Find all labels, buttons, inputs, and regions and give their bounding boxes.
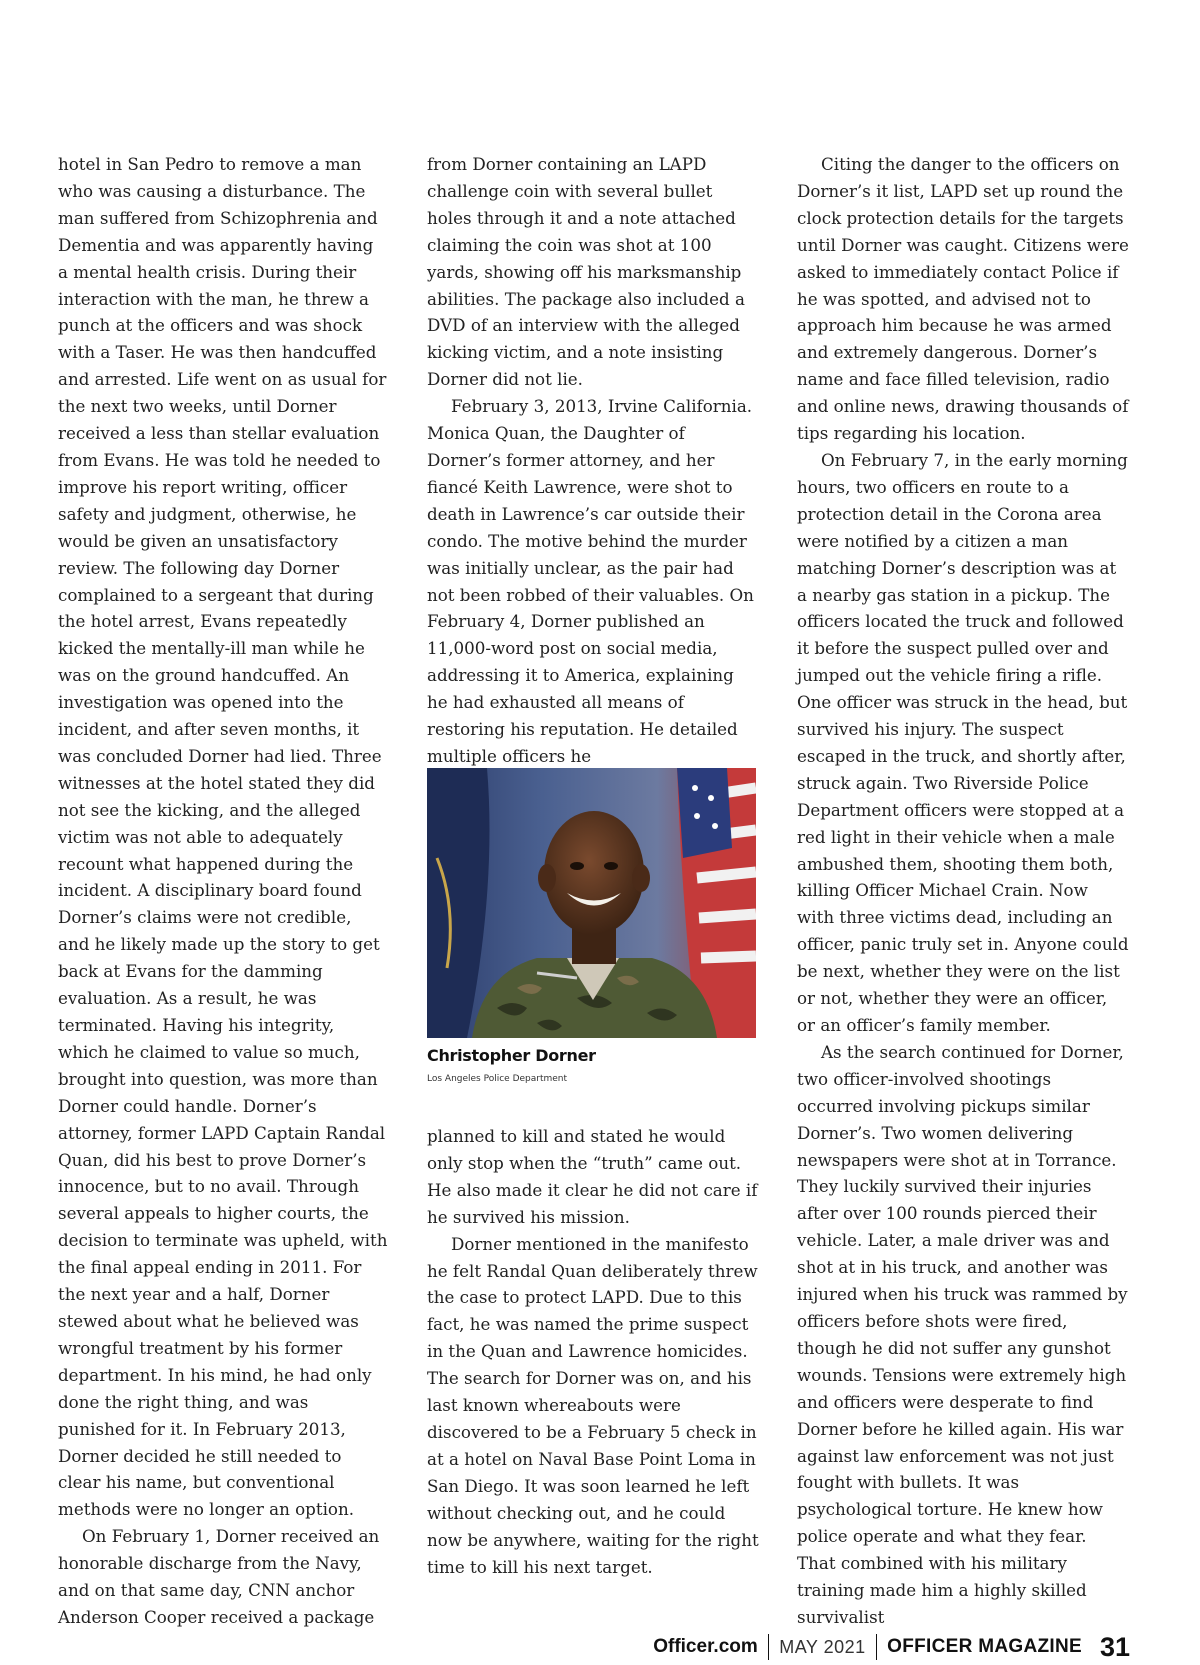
paragraph: planned to kill and stated he would only stop when the “truth” came out. He also made it clear he did not care if he survived his mission. <box>427 1126 758 1227</box>
paragraph: Citing the danger to the officers on Dorner’s it list, LAPD set up round the clock protection details for the targets until Dorner was caught. Citizens were asked to immediately contact Police if he was spotted, and advised not to approach him because he was armed and extremely dangerous. Dorner’s name and face filled television, radio and online news, drawing thousands of tips regarding his location. <box>797 154 1129 444</box>
article-column-1 <box>58 151 388 1631</box>
footer-site: Officer.com <box>653 1636 758 1657</box>
paragraph: As the search continued for Dorner, two officer-involved shootings occurred involving pickups similar Dorner’s. Two women delivering newspapers were shot at in Torrance. They luckily survived their injuries after over 100 rounds pierced their vehicle. Later, a male driver was and shot at in his truck, and another was injured when his truck was rammed by officers before shots were fired, though he did not suffer any gunshot wounds. Tensions were extremely high and officers were desperate to find Dorner before he killed again. His war against law enforcement was not just fought with bullets. It was psychological torture. He knew how police operate and what they fear. That combined with his military training made him a highly skilled survivalist <box>797 1041 1128 1627</box>
paragraph: February 3, 2013, Irvine California. Monica Quan, the Daughter of Dorner’s former attorney, and her fiancé Keith Lawrence, were shot to death in Lawrence’s car outside their condo. The motive behind the murder was initially unclear, as the pair had not been robbed of their valuables. On February 4, Dorner published an 11,000-word post on social media, addressing it to America, explaining he had exhausted all means of restoring his reputation. He detailed multiple officers he <box>427 396 754 766</box>
paragraph: hotel in San Pedro to remove a man who was causing a disturbance. The man suffered from Schizophrenia and Dementia and was apparently having a mental health crisis. During their interaction with the man, he threw a punch at the officers and was shock with a Taser. He was then handcuffed and arrested. Life went on as usual for the next two weeks, until Dorner received a less than stellar evaluation from Evans. He was told he needed to improve his report writing, officer safety and judgment, otherwise, he would be given an unsatisfactory review. The following day Dorner complained to a sergeant that during the hotel arrest, Evans repeatedly kicked the mentally-ill man while he was on the ground handcuffed. An investigation was opened into the incident, and after seven months, it was concluded Dorner had lied. Three witnesses at the hotel stated they did not see the kicking, and the alleged victim was not able to adequately recount what happened during the incident. A disciplinary board found Dorner’s claims were not credible, and he likely made up the story to get back at Evans for the damming evaluation. As a result, he was terminated. Having his integrity, which he claimed to value so much, brought into question, was more than Dorner could handle. Dorner’s attorney, former LAPD Captain Randal Quan, did his best to prove Dorner’s innocence, but to no avail. Through several appeals to higher courts, the decision to terminate was upheld, with the final appeal ending in 2011. For the next year and a half, Dorner stewed about what he believed was wrongful treatment by his former department. In his mind, he had only done the right thing, and was punished for it. In February 2013, Dorner decided he still needed to clear his name, but conventional methods were no longer an option. <box>58 154 388 1520</box>
paragraph: from Dorner containing an LAPD challenge coin with several bullet holes through it and a note attached claiming the coin was shot at 100 yards, showing off his marksmanship abilities. The package also included a DVD of an interview with the alleged kicking victim, and a note insisting Dorner did not lie. <box>427 154 745 390</box>
photo-caption: Christopher Dorner <box>427 1046 596 1065</box>
article-column-2-bottom <box>427 1123 759 1580</box>
divider <box>768 1634 770 1660</box>
portrait-illustration <box>427 768 756 1038</box>
divider <box>876 1634 878 1660</box>
page-number: 31 <box>1099 1631 1130 1662</box>
paragraph: On February 7, in the early morning hours, two officers en route to a protection detail in the Corona area were notified by a citizen a man matching Dorner’s description was at a nearby gas station in a pickup. The officers located the truck and followed it before the suspect pulled over and jumped out the vehicle firing a rifle. One officer was struck in the head, but survived his injury. The suspect escaped in the truck, and shortly after, struck again. Two Riverside Police Department officers were stopped at a red light in their vehicle when a male ambushed them, shooting them both, killing Officer Michael Crain. Now with three victims dead, including an officer, panic truly set in. Anyone could be next, whether they were on the list or not, whether they were an officer, or an officer’s family member. <box>797 449 1129 1035</box>
article-column-2-top <box>427 151 759 770</box>
portrait-photo <box>427 768 756 1038</box>
paragraph: Dorner mentioned in the manifesto he felt Randal Quan deliberately threw the case to protect LAPD. Due to this fact, he was named the prime suspect in the Quan and Lawrence homicides. The search for Dorner was on, and his last known whereabouts were discovered to be a February 5 check in at a hotel on Naval Base Point Loma in San Diego. It was soon learned he left without checking out, and he could now be anywhere, waiting for the right time to kill his next target. <box>427 1233 759 1577</box>
footer-date: MAY 2021 <box>779 1636 866 1657</box>
page-footer <box>653 1632 1130 1662</box>
paragraph: On February 1, Dorner received an honorable discharge from the Navy, and on that same day, CNN anchor Anderson Cooper received a package <box>58 1526 380 1627</box>
footer-magazine: OFFICER MAGAZINE <box>887 1636 1082 1657</box>
photo-credit: Los Angeles Police Department <box>427 1074 568 1084</box>
article-column-3 <box>797 151 1129 1631</box>
